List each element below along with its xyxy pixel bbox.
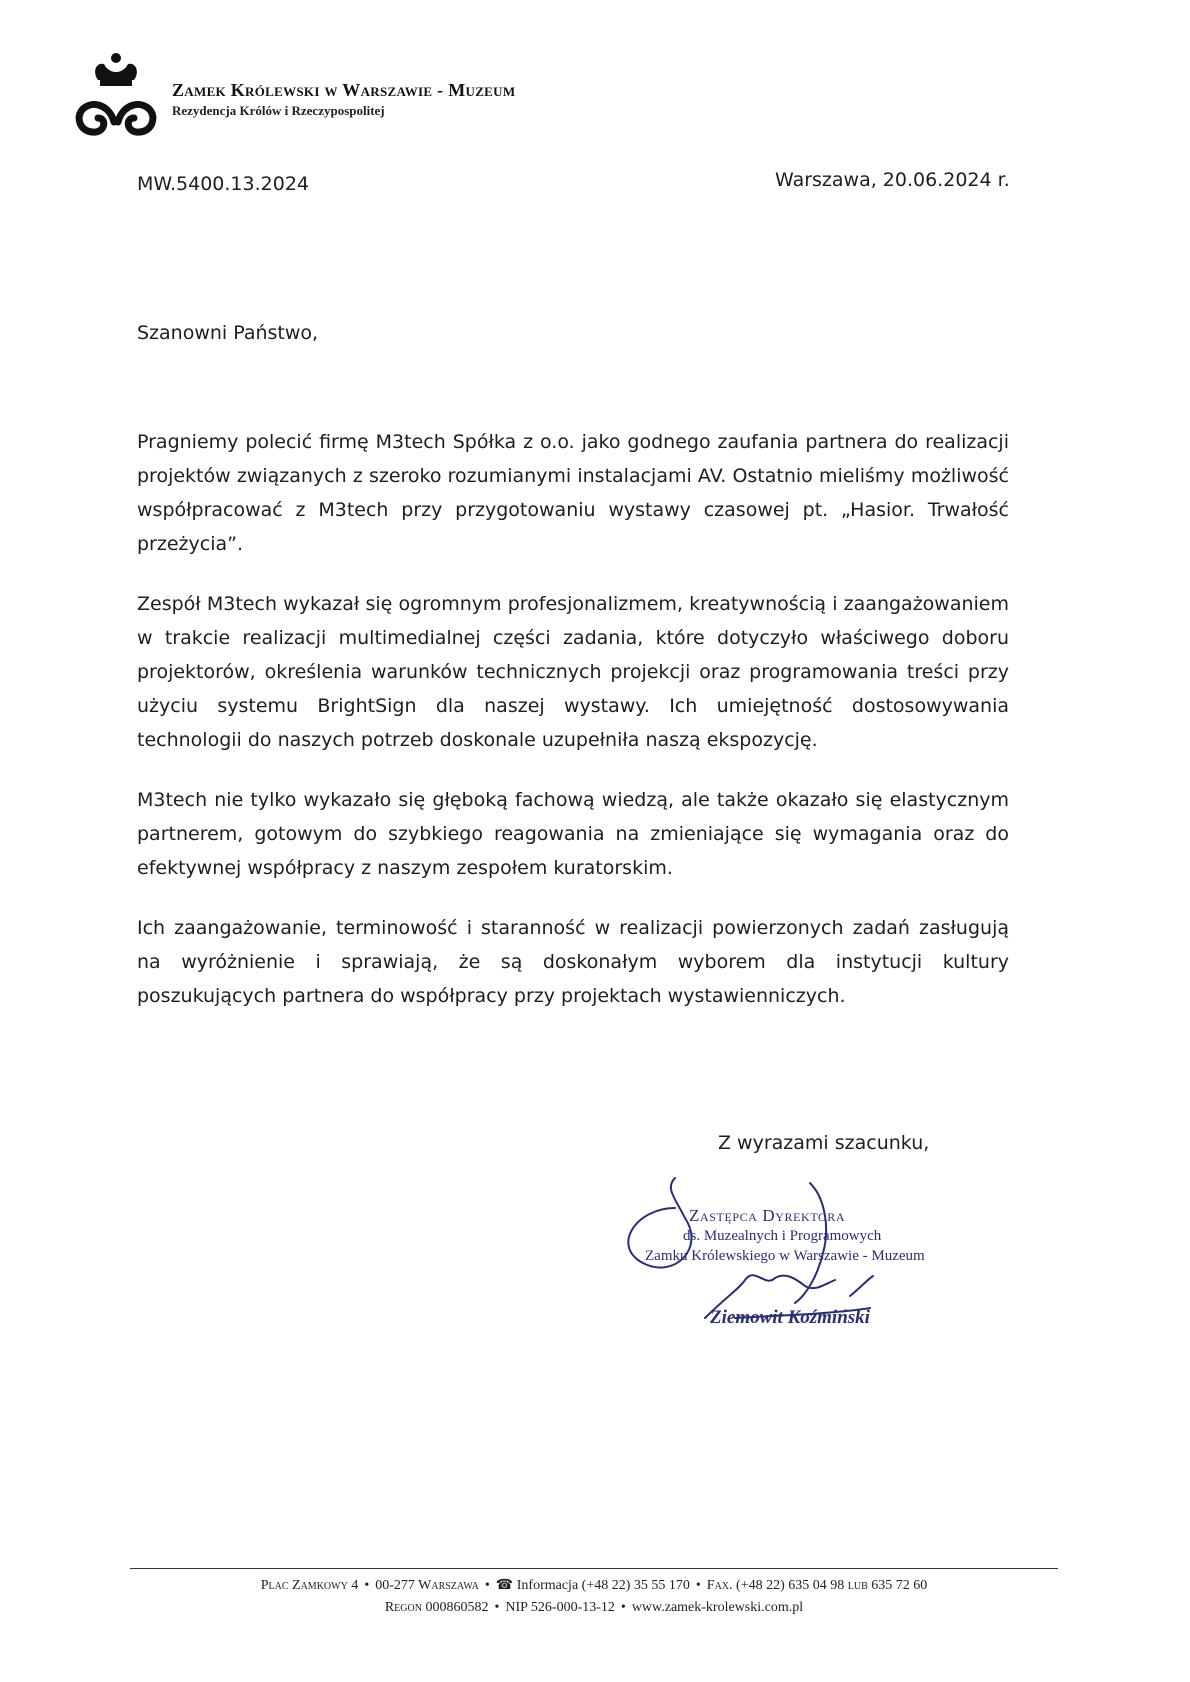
- official-stamp: [615, 1168, 975, 1328]
- telephone-icon: ☎: [495, 1578, 514, 1593]
- stamp-department: ds. Muzealnych i Programowych: [683, 1228, 882, 1244]
- paragraph: Ich zaangażowanie, terminowość i staranność w realizacji powierzonych zadań zasługują na wyróżnienie i sprawiają, że są doskonałym wyborem dla instytucji kultury poszukujących partnera do współpracy przy projektach wystawienniczych.: [137, 917, 1009, 1007]
- closing: Z wyrazami szacunku,: [718, 1132, 930, 1154]
- signer-name: Ziemowit Koźmiński: [710, 1307, 870, 1328]
- salutation: Szanowni Państwo,: [137, 322, 319, 344]
- footer-postal: 00-277 Warszawa: [375, 1578, 479, 1593]
- footer-line-2: Regon 000860582 • NIP 526-000-13-12 • www.zamek-krolewski.com.pl: [384, 1600, 804, 1615]
- stamp-title: Zastępca Dyrektora: [689, 1206, 846, 1225]
- paragraph: Zespół M3tech wykazał się ogromnym profesjonalizmem, kreatywnością i zaangażowaniem w trakcie realizacji multimedialnej części zadania, które dotyczyło właściwego doboru projektorów, określenia warunków technicznych projekcji oraz programowania treści przy użyciu systemu BrightSign dla naszej wystawy. Ich umiejętność dostosowywania technologii do naszych potrzeb doskonale uzupełniła naszą ekspozycję.: [137, 593, 1009, 751]
- paragraph: Pragniemy polecić firmę M3tech Spółka z o.o. jako godnego zaufania partnera do realizacji projektów związanych z szeroko rozumianymi instalacjami AV. Ostatnio mieliśmy możliwość współpracować z M3tech przy przygotowaniu wystawy czasowej pt. „Hasior. Trwałość przeżycia”.: [137, 431, 1009, 555]
- crowned-crest-icon: [70, 50, 162, 142]
- paragraph: M3tech nie tylko wykazało się głęboką fachową wiedzą, ale także okazało się elastycznym partnerem, gotowym do szybkiego reagowania na zmieniające się wymagania oraz do efektywnej współpracy z naszym zespołem kuratorskim.: [137, 789, 1009, 879]
- footer-info-phone: Informacja (+48 22) 35 55 170: [516, 1578, 690, 1593]
- footer-nip: NIP 526-000-13-12: [505, 1600, 615, 1615]
- footer: [130, 1575, 1058, 1619]
- footer-website[interactable]: www.zamek-krolewski.com.pl: [631, 1600, 804, 1615]
- footer-line-1: Plac Zamkowy 4 • 00-277 Warszawa • ☎ Informacja (+48 22) 35 55 170 • Fax. (+48 22) 635 04 98 lub 635 72 60: [260, 1578, 928, 1593]
- organization-subtitle: Rezydencja Królów i Rzeczypospolitej: [172, 103, 385, 118]
- footer-address: Plac Zamkowy 4: [260, 1578, 359, 1593]
- organization-header: [172, 80, 515, 119]
- handwritten-signature: [615, 1168, 975, 1328]
- footer-fax: Fax. (+48 22) 635 04 98 lub 635 72 60: [706, 1578, 928, 1593]
- place-and-date: Warszawa, 20.06.2024 r.: [775, 169, 1010, 191]
- footer-divider: [130, 1568, 1058, 1569]
- letter-body: [137, 425, 1009, 1039]
- organization-name: Zamek Królewski w Warszawie - Muzeum: [172, 80, 516, 100]
- reference-number: MW.5400.13.2024: [137, 173, 310, 195]
- footer-regon: Regon 000860582: [384, 1600, 489, 1615]
- stamp-institution: Zamku Królewskiego w Warszawie - Muzeum: [645, 1248, 925, 1264]
